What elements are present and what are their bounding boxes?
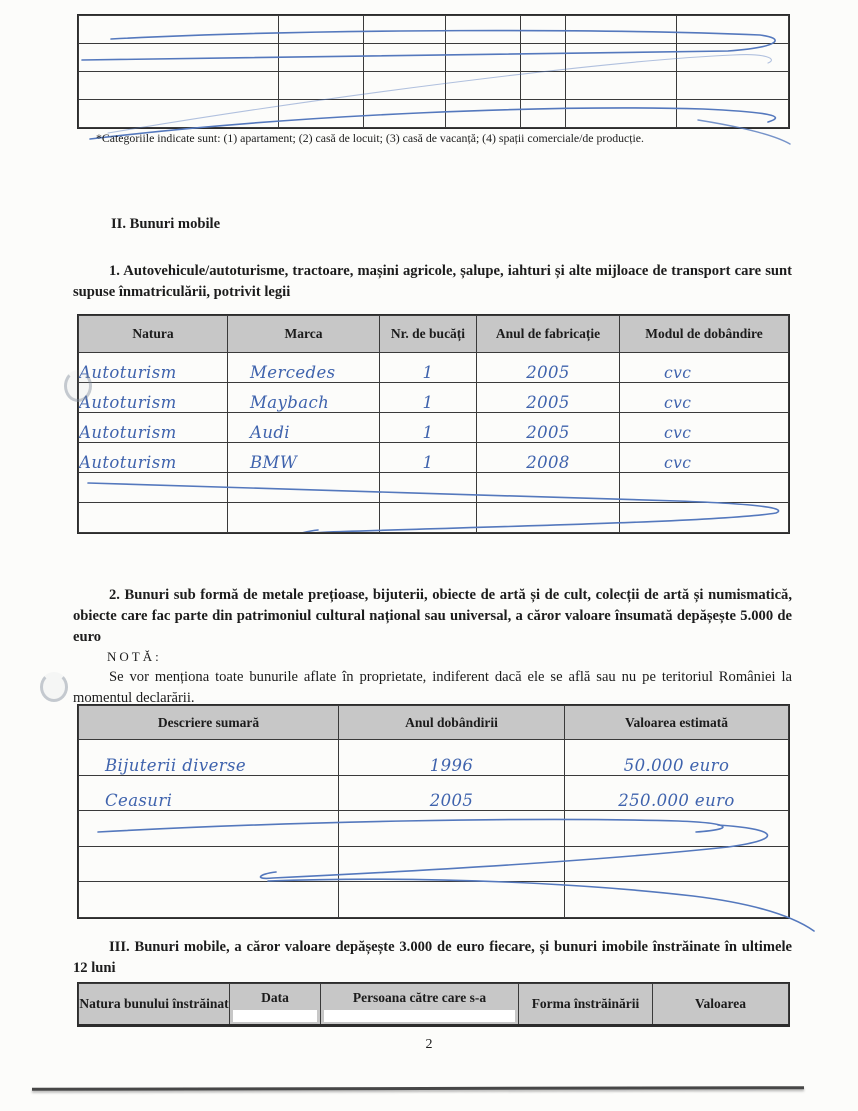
nota-label: NOTĂ: [107, 649, 162, 664]
alienated-table-header [79, 984, 789, 1025]
cell-mod: cvc [620, 383, 789, 413]
cell-an: 2005 [477, 353, 620, 383]
table-row-empty [79, 846, 789, 882]
table-row [79, 443, 789, 473]
vehicles-table-header [79, 316, 789, 353]
hole-punch-artifact [40, 672, 68, 702]
col-valoarea-estimata: Valoarea estimată [565, 706, 789, 740]
cell-natura: Autoturism [79, 443, 228, 473]
col-data-label: Data [261, 990, 289, 1006]
col-forma-instrainarii: Forma înstrăinării [519, 984, 653, 1025]
table-row [79, 740, 789, 776]
col-persoana-label: Persoana către care s-a [352, 990, 487, 1006]
col-natura-bunului: Natura bunului înstrăinat [79, 984, 230, 1025]
col-valoarea: Valoarea [653, 984, 789, 1025]
cell-mod: cvc [620, 353, 789, 383]
col-data [230, 984, 321, 1025]
hole-punch-artifact [64, 370, 92, 402]
cell-descriere: Ceasuri [79, 775, 339, 811]
table-row [79, 413, 789, 443]
table-row-empty [79, 72, 789, 100]
cell-an: 2008 [477, 443, 620, 473]
table-row-empty [79, 811, 789, 847]
table-row-empty [79, 100, 789, 128]
scan-white-strip [324, 1010, 515, 1022]
cell-marca: Maybach [228, 383, 380, 413]
col-persoana [321, 984, 519, 1025]
cell-mod: cvc [620, 443, 789, 473]
col-descriere: Descriere sumară [79, 706, 339, 740]
cell-valoare: 250.000 euro [565, 775, 789, 811]
col-an-fabricatie: Anul de fabricație [477, 316, 620, 353]
cell-nr: 1 [380, 383, 477, 413]
page-number: 2 [425, 1037, 433, 1052]
cell-nr: 1 [380, 353, 477, 383]
valuables-table-header [79, 706, 789, 740]
cell-marca: Audi [228, 413, 380, 443]
col-nr-bucati: Nr. de bucăți [380, 316, 477, 353]
vehicles-heading: 1. Autovehicule/autoturisme, tractoare, mașini agricole, șalupe, iahturi și alte mijloace de transport care sunt supuse înmatriculării, potrivit legii [73, 263, 792, 300]
section-iii-heading: III. Bunuri mobile, a căror valoare depășește 3.000 de euro fiecare, și bunuri imobile înstrăinate în ultimele 12 luni [73, 939, 792, 976]
table-row [79, 775, 789, 811]
alienated-goods-table [78, 983, 789, 1026]
cell-natura: Autoturism [79, 383, 228, 413]
cell-descriere: Bijuterii diverse [79, 740, 339, 776]
vehicles-table [78, 315, 789, 533]
cell-mod: cvc [620, 413, 789, 443]
table-row-empty [79, 882, 789, 918]
real-estate-table-continuation [78, 15, 789, 128]
cell-an: 2005 [339, 775, 565, 811]
col-mod-dobandire: Modul de dobândire [620, 316, 789, 353]
col-anul-dobandirii: Anul dobândirii [339, 706, 565, 740]
table-row [79, 383, 789, 413]
cell-an: 1996 [339, 740, 565, 776]
cell-nr: 1 [380, 413, 477, 443]
valuables-table [78, 705, 789, 918]
cell-valoare: 50.000 euro [565, 740, 789, 776]
cell-natura: Autoturism [79, 353, 228, 383]
table-row-empty [79, 503, 789, 533]
nota-text: Se vor menționa toate bunurile aflate în proprietate, indiferent dacă ele se află sau nu pe teritoriul României la momentul declarării. [73, 669, 792, 706]
cell-nr: 1 [380, 443, 477, 473]
valuables-heading: 2. Bunuri sub formă de metale prețioase, bijuterii, obiecte de artă și de cult, colecții de artă și numismatică, obiecte care fac parte din patrimoniul cultural național sau universal, a căror valoare însumată depășește 5.000 de euro [73, 587, 792, 645]
cell-marca: BMW [228, 443, 380, 473]
categories-footnote: *Categoriile indicate sunt: (1) apartament; (2) casă de locuit; (3) casă de vacanță; (4) spații comerciale/de producție. [96, 131, 644, 145]
table-row-empty [79, 44, 789, 72]
cell-an: 2005 [477, 413, 620, 443]
table-row-empty [79, 16, 789, 44]
section-ii-title: II. Bunuri mobile [111, 216, 221, 232]
col-natura: Natura [79, 316, 228, 353]
table-row [79, 353, 789, 383]
cell-natura: Autoturism [79, 413, 228, 443]
table-row-empty [79, 473, 789, 503]
page-edge-shadow [32, 1086, 804, 1091]
col-marca: Marca [228, 316, 380, 353]
cell-marca: Mercedes [228, 353, 380, 383]
cell-an: 2005 [477, 383, 620, 413]
scan-white-strip [233, 1010, 317, 1022]
